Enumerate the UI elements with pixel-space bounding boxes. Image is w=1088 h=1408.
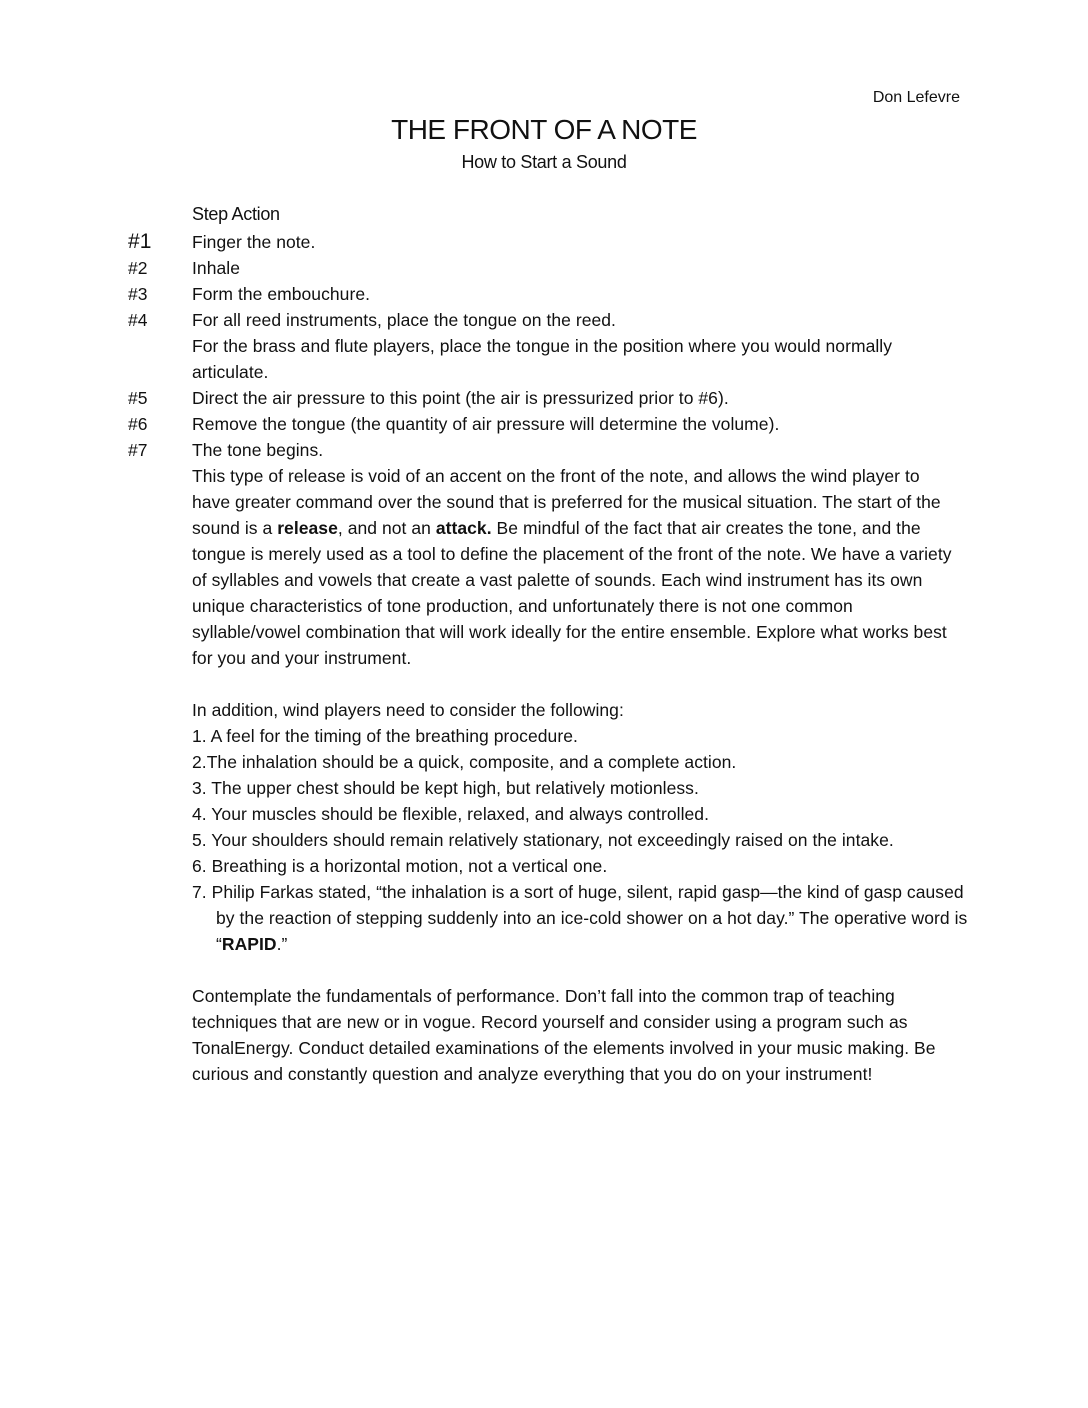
step-4-extra: For the brass and flute players, place the tongue in the position where you would normally articulate. [192,336,893,382]
consider-item: 4. Your muscles should be flexible, relaxed, and always controlled. [192,804,709,824]
document-subtitle: How to Start a Sound [461,152,627,172]
release-text-2: , and not an [337,518,436,538]
consider-intro: In addition, wind players need to consider the following: [192,700,624,720]
step-row [128,307,968,333]
consider-item: 6. Breathing is a horizontal motion, not a vertical one. [192,856,608,876]
step-number: #4 [128,310,148,330]
step-action: For all reed instruments, place the tongue on the reed. [192,310,616,330]
rapid-bold: RAPID [221,934,277,954]
step-action: The tone begins. [192,440,324,460]
consider-item: 5. Your shoulders should remain relatively stationary, not exceedingly raised on the intake. [192,830,894,850]
step-row [128,229,968,255]
step-row [128,411,968,437]
document-body [128,229,968,1087]
document-title: THE FRONT OF A NOTE [391,114,697,145]
consider-item: 1. A feel for the timing of the breathing procedure. [192,726,578,746]
step-number: #3 [128,284,148,304]
step-action: Remove the tongue (the quantity of air pressure will determine the volume). [192,414,780,434]
release-text-1: This type of release is void of an accent on the front of the note, and allows the wind player to have greater command over the sound that is preferred for the musical situation. The start of the sound is a [192,466,941,538]
step-number: #6 [128,414,148,434]
release-bold: release [277,518,338,538]
step-number: #7 [128,440,148,460]
release-text-3: Be mindful of the fact that air creates the tone, and the tongue is merely used as a tool to define the placement of the front of the note. We have a variety of syllables and vowels that create a vast palette of sounds. Each wind instrument has its own unique characteristics of tone production, and unfortunately there is not one common syllable/vowel combination that will work ideally for the entire ensemble. Explore what works best for you and your instrument. [192,518,952,668]
consider-item: 2.The inhalation should be a quick, composite, and a complete action. [192,752,737,772]
closing-paragraph: Contemplate the fundamentals of performance. Don’t fall into the common trap of teaching techniques that are new or in vogue. Record yourself and consider using a program such as TonalEnergy. Conduct detailed examinations of the elements involved in your music making. Be curious and constantly question and analyze everything that you do on your instrument! [192,986,936,1084]
step-number: #5 [128,388,148,408]
paragraph-gap [128,957,968,983]
consider-item-7 [128,879,968,957]
attack-bold: attack. [435,518,492,538]
step-number: #1 [128,230,152,253]
step-action: Direct the air pressure to this point (the air is pressurized prior to #6). [192,388,729,408]
step-number: #2 [128,258,148,278]
step-row [128,437,968,463]
step-action: Form the embouchure. [192,284,371,304]
paragraph-gap [128,671,968,697]
step-row [128,281,968,307]
farkas-quote-end: .” [276,934,288,954]
step-row [128,255,968,281]
step-row [128,385,968,411]
steps-header: Step Action [192,204,280,224]
step-action: Inhale [192,258,240,278]
farkas-quote: 7. Philip Farkas stated, “the inhalation is a sort of huge, silent, rapid gasp—the kind of gasp caused by the reaction of stepping suddenly into an ice-cold shower on a hot day.” The operative word is “ [192,882,968,954]
release-paragraph [128,463,958,671]
consider-item: 3. The upper chest should be kept high, but relatively motionless. [192,778,699,798]
step-action: Finger the note. [192,232,316,252]
author-name: Don Lefevre [872,89,960,106]
